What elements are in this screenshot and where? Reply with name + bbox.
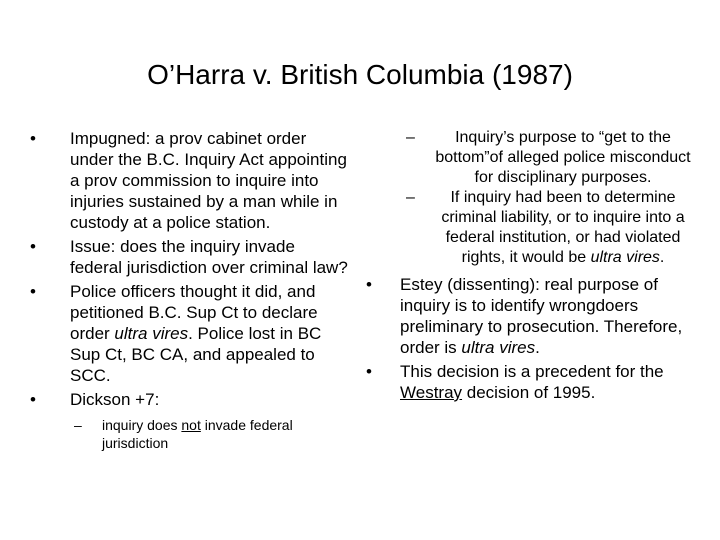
bullet-police: [30, 281, 350, 386]
bullet-text-italic: ultra vires: [461, 338, 536, 357]
bullet-marker: •: [30, 282, 36, 301]
bullet-text: decision of 1995.: [462, 383, 596, 402]
sub-item-dickson: [74, 416, 342, 452]
bullet-estey: [366, 274, 696, 358]
bullet-precedent: [366, 361, 696, 403]
sub-text-italic: ultra vires: [590, 249, 660, 266]
bullet-text: . Police lost in BC Sup Ct, BC CA, and appealed to SCC.: [70, 324, 322, 385]
bullet-marker: •: [30, 237, 36, 256]
bullet-text: .: [535, 338, 540, 357]
bullet-text: Impugned: a prov cabinet order under the B.C. Inquiry Act appointing a prov commission to inquire into injuries sustained by a man while in custody at a police station.: [70, 129, 347, 232]
sub-text: invade federal jurisdiction: [102, 417, 293, 451]
sub-text: If inquiry had been to determine criminal liability, or to inquire into a federal institution, or had violated rights, it would be: [441, 189, 685, 266]
sub-marker: –: [406, 189, 415, 206]
right-column: [366, 128, 696, 403]
slide-title: O’Harra v. British Columbia (1987): [147, 59, 573, 90]
sub-marker: –: [406, 129, 415, 146]
left-column: [30, 128, 350, 452]
sub-text: inquiry does: [102, 417, 182, 433]
sub-item-liability: [366, 188, 696, 268]
bullet-marker: •: [30, 129, 36, 148]
bullet-issue: [30, 236, 350, 278]
bullet-impugned: [30, 128, 350, 233]
bullet-marker: •: [366, 362, 372, 381]
bullet-text: Dickson +7:: [70, 390, 160, 409]
sub-marker: –: [74, 417, 82, 433]
bullet-text: Police officers thought it did, and petitioned B.C. Sup Ct to declare order: [70, 282, 318, 343]
sub-text: Inquiry’s purpose to “get to the bottom”of alleged police misconduct for disciplinary purposes.: [435, 129, 691, 186]
bullet-text-underline: Westray: [400, 383, 463, 402]
sub-text-underline: not: [181, 417, 201, 433]
sub-text: .: [659, 249, 665, 266]
bullet-text: This decision is a precedent for the: [400, 362, 664, 381]
bullet-text-italic: ultra vires: [114, 324, 189, 343]
bullet-marker: •: [30, 390, 36, 409]
sub-item-purpose: [366, 128, 696, 188]
bullet-text: Issue: does the inquiry invade federal jurisdiction over criminal law?: [70, 237, 348, 277]
bullet-dickson: [30, 389, 350, 410]
bullet-text: Estey (dissenting): real purpose of inquiry is to identify wrongdoers preliminary to prosecution. Therefore, order is: [400, 275, 683, 357]
bullet-marker: •: [366, 275, 372, 294]
